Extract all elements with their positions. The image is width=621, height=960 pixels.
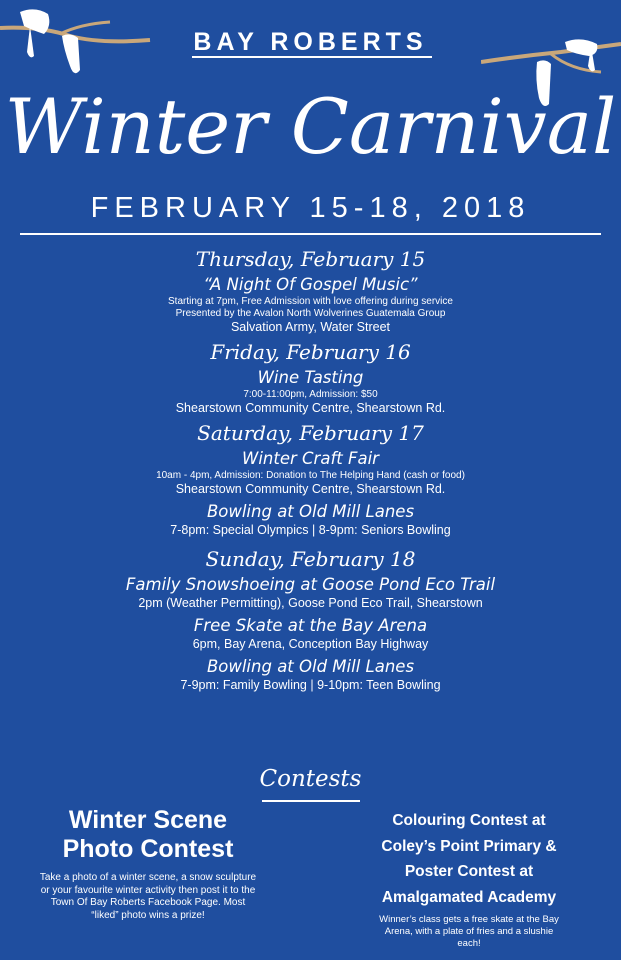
event-title: Bowling at Old Mill Lanes	[206, 502, 415, 521]
contests-underline	[262, 800, 360, 802]
event-detail: 10am - 4pm, Admission: Donation to The Helping Hand (cash or food)	[156, 470, 465, 481]
contests-heading: Contests	[259, 766, 362, 792]
day-sunday	[0, 544, 621, 693]
photo-contest-heading-line2: Photo Contest	[62, 835, 234, 863]
dates-divider	[20, 233, 601, 235]
day-label: Saturday, February 17	[197, 421, 424, 445]
event-detail: 7:00-11:00pm, Admission: $50	[243, 389, 378, 400]
event-title: Wine Tasting	[257, 368, 364, 387]
colouring-contest-heading-line3: Poster Contest at	[404, 863, 534, 880]
event-title: Bowling at Old Mill Lanes	[206, 657, 415, 676]
colouring-contest	[338, 808, 600, 950]
event-venue: 6pm, Bay Arena, Conception Bay Highway	[192, 637, 429, 651]
day-label: Thursday, February 15	[195, 247, 426, 271]
event-detail: Presented by the Avalon North Wolverines Guatemala Group	[175, 308, 446, 319]
colouring-contest-heading-line2: Coley’s Point Primary &	[381, 837, 557, 855]
day-label: Friday, February 16	[210, 340, 411, 364]
event-dates: FEBRUARY 15-18, 2018	[90, 192, 531, 224]
photo-contest	[14, 806, 282, 922]
colouring-contest-heading-line4: Amalgamated Academy	[381, 888, 557, 906]
colouring-contest-description: Winner’s class gets a free skate at the Bay Arena, with a plate of fries and a slushie each!	[379, 914, 559, 949]
day-friday	[0, 337, 621, 416]
event-title: Winter Craft Fair	[242, 449, 379, 468]
colouring-contest-heading-line1: Colouring Contest at	[392, 812, 546, 829]
event-venue: Shearstown Community Centre, Shearstown Rd.	[175, 482, 446, 496]
event-detail: Starting at 7pm, Free Admission with love offering during service	[168, 296, 453, 307]
town-name: BAY ROBERTS	[193, 28, 428, 56]
event-venue: Shearstown Community Centre, Shearstown Rd.	[175, 401, 446, 415]
schedule	[0, 242, 621, 693]
event-venue: 7-8pm: Special Olympics | 8-9pm: Seniors Bowling	[170, 523, 451, 537]
event-title: Free Skate at the Bay Arena	[193, 616, 428, 635]
day-thursday	[0, 244, 621, 335]
day-saturday	[0, 418, 621, 538]
day-label: Sunday, February 18	[205, 547, 416, 571]
event-venue: 2pm (Weather Permitting), Goose Pond Eco Trail, Shearstown	[138, 596, 483, 610]
event-venue: 7-9pm: Family Bowling | 9-10pm: Teen Bowling	[180, 678, 441, 692]
poster-title: Winter Carnival	[4, 82, 617, 171]
event-title: “A Night Of Gospel Music”	[203, 275, 418, 294]
event-venue: Salvation Army, Water Street	[230, 320, 391, 334]
town-underline	[192, 56, 432, 58]
photo-contest-heading-line1: Winter Scene	[68, 806, 228, 834]
event-title: Family Snowshoeing at Goose Pond Eco Trail	[125, 575, 496, 594]
photo-contest-description: Take a photo of a winter scene, a snow sculpture or your favourite winter activity then post it to the Town Of Bay Roberts Facebook Page. Most “liked” photo wins a prize!	[39, 872, 257, 921]
